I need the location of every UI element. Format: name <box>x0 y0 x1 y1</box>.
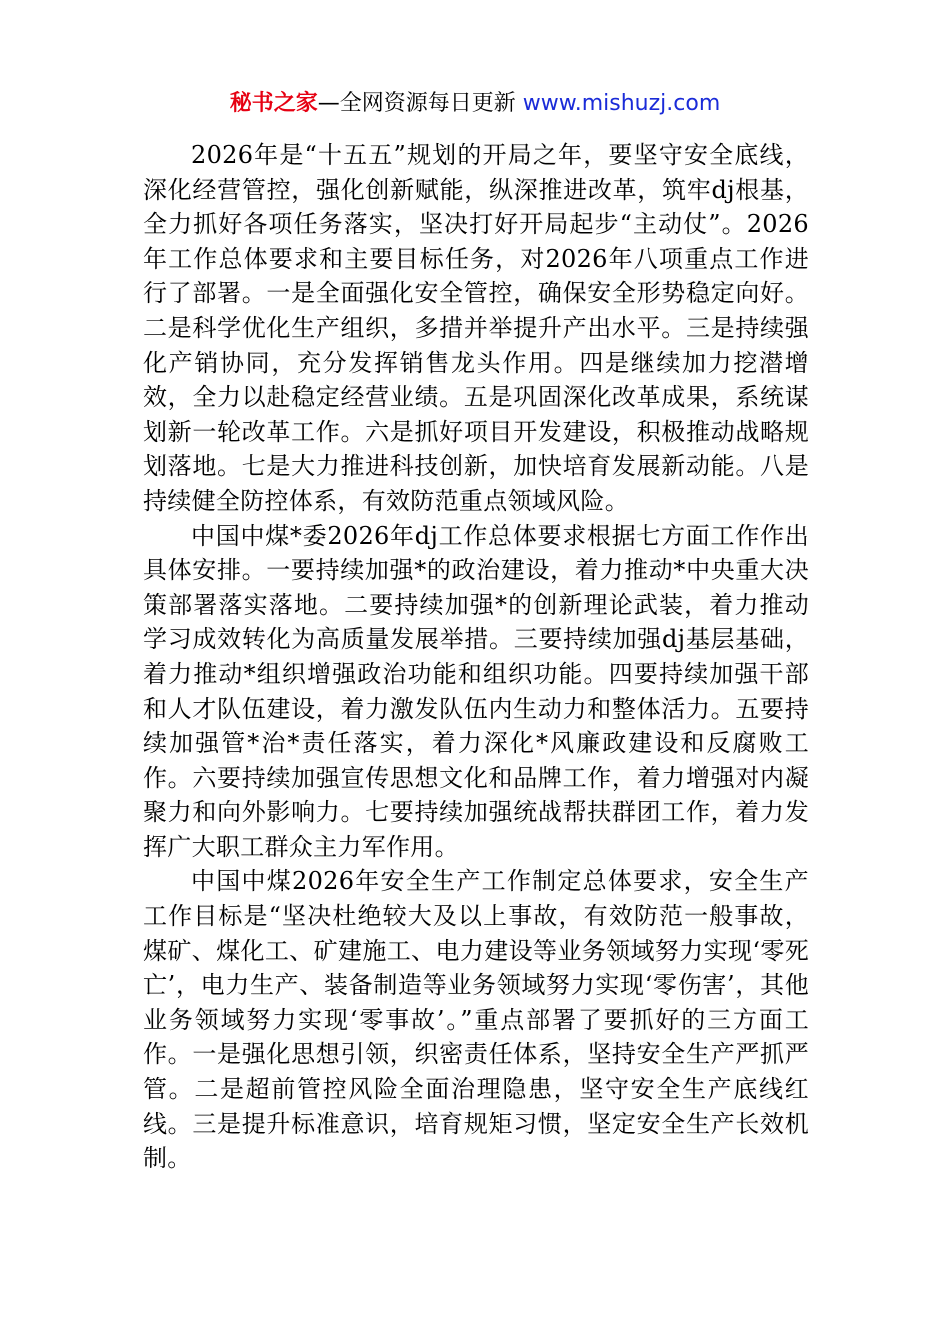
site-url-link[interactable]: www.mishuzj.com <box>522 91 721 116</box>
paragraph-safety-production: 中国中煤2026年安全生产工作制定总体要求，安全生产工作目标是“坚决杜绝较大及以上事故，有效防范一般事故，煤矿、煤化工、矿建施工、电力建设等业务领域努力实现‘零死亡’，电力生产、装备制造等业务领域努力实现‘零伤害’，其他业务领域努力实现‘零事故’。”重点部署了要抓好的三方面工作。一是强化思想引领，织密责任体系，坚持安全生产严抓严管。二是超前管控风险全面治理隐患，坚守安全生产底线红线。三是提升标准意识，培育规矩习惯，坚定安全生产长效机制。 <box>143 867 809 1173</box>
document-body <box>143 138 809 1176</box>
site-header <box>0 88 950 120</box>
site-brand: 秘书之家 <box>229 91 318 116</box>
paragraph-annual-plan: 2026年是“十五五”规划的开局之年，要坚守安全底线，深化经营管控，强化创新赋能，纵深推进改革，筑牢dj根基，全力抓好各项任务落实，坚决打好开局起步“主动仗”。2026年工作总体要求和主要目标任务，对2026年八项重点工作进行了部署。一是全面强化安全管控，确保安全形势稳定向好。二是科学优化生产组织，多措并举提升产出水平。三是持续强化产销协同，充分发挥销售龙头作用。四是继续加力挖潜增效，全力以赴稳定经营业绩。五是巩固深化改革成果，系统谋划新一轮改革工作。六是抓好项目开发建设，积极推动战略规划落地。七是大力推进科技创新，加快培育发展新动能。八是持续健全防控体系，有效防范重点领域风险。 <box>143 141 809 515</box>
paragraph-party-work: 中国中煤*委2026年dj工作总体要求根据七方面工作作出具体安排。一要持续加强*的政治建设，着力推动*中央重大决策部署落实落地。二要持续加强*的创新理论武装，着力推动学习成效转化为高质量发展举措。三要持续加强dj基层基础，着力推动*组织增强政治功能和组织功能。四要持续加强干部和人才队伍建设，着力激发队伍内生动力和整体活力。五要持续加强管*治*责任落实，着力深化*风廉政建设和反腐败工作。六要持续加强宣传思想文化和品牌工作，着力增强对内凝聚力和向外影响力。七要持续加强统战帮扶群团工作，着力发挥广大职工群众主力军作用。 <box>143 521 809 861</box>
site-tagline: —全网资源每日更新 <box>317 91 523 116</box>
